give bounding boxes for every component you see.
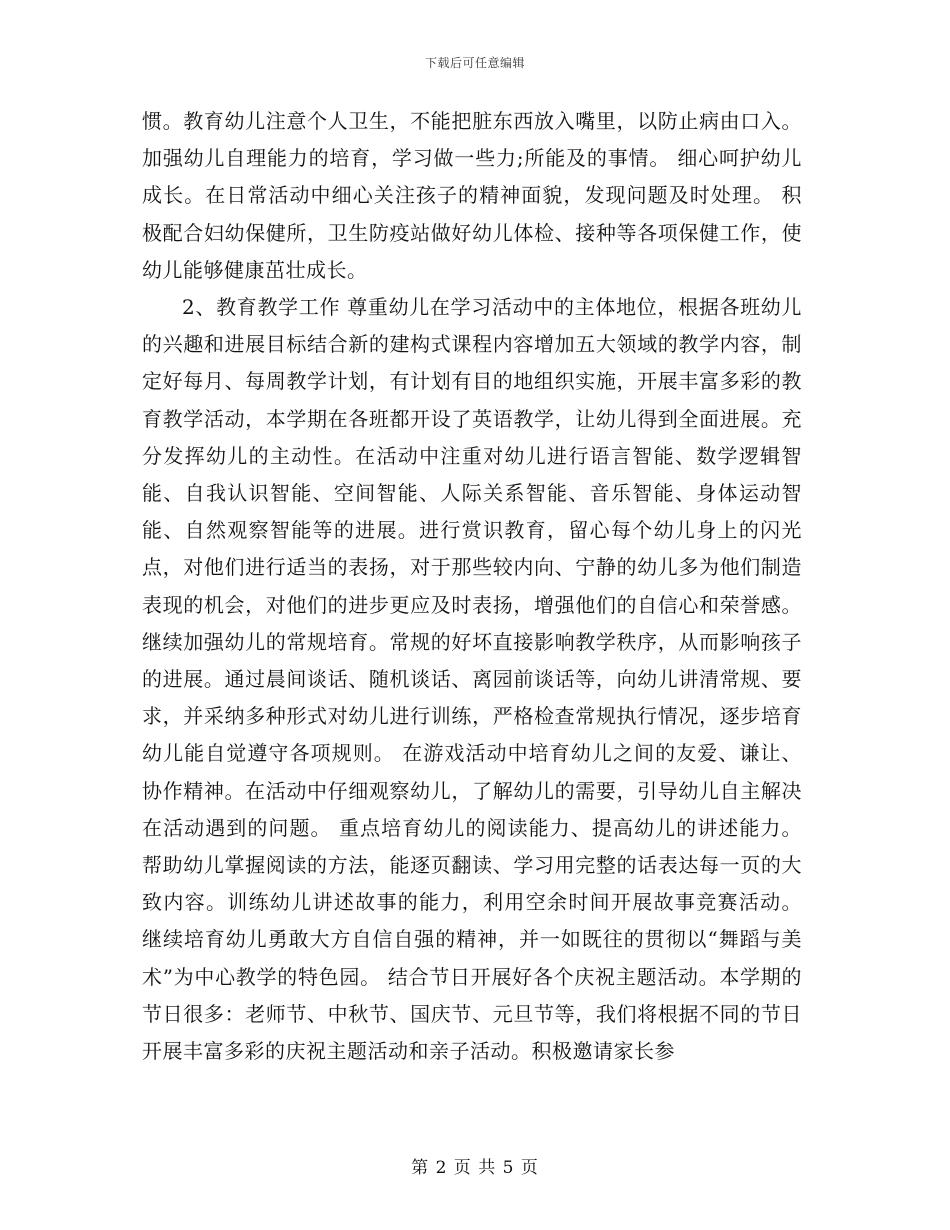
document-body	[142, 103, 802, 1070]
paragraph-hygiene: 惯。教育幼儿注意个人卫生，不能把脏东西放入嘴里，以防止病由口入。加强幼儿自理能力的培育，学习做一些力;所能及的事情。 细心呵护幼儿成长。在日常活动中细心关注孩子的精神面貌，发现问题及时处理。 积极配合妇幼保健所，卫生防疫站做好幼儿体检、接种等各项保健工作，使幼儿能够健康茁壮成长。	[142, 109, 802, 282]
paragraph-teaching-work: 2、教育教学工作 尊重幼儿在学习活动中的主体地位，根据各班幼儿的兴趣和进展目标结合新的建构式课程内容增加五大领域的教学内容，制定好每月、每周教学计划，有计划有目的地组织实施，开展丰富多彩的教育教学活动，本学期在各班都开设了英语教学，让幼儿得到全面进展。充分发挥幼儿的主动性。在活动中注重对幼儿进行语言智能、数学逻辑智能、自我认识智能、空间智能、人际关系智能、音乐智能、身体运动智能、自然观察智能等的进展。进行赏识教育，留心每个幼儿身上的闪光点，对他们进行适当的表扬，对于那些较内向、宁静的幼儿多为他们制造表现的机会，对他们的进步更应及时表扬，增强他们的自信心和荣誉感。继续加强幼儿的常规培育。常规的好坏直接影响教学秩序，从而影响孩子的进展。通过晨间谈话、随机谈话、离园前谈话等，向幼儿讲清常规、要求，并采纳多种形式对幼儿进行训练，严格检查常规执行情况，逐步培育幼儿能自觉遵守各项规则。 在游戏活动中培育幼儿之间的友爱、谦让、协作精神。在活动中仔细观察幼儿，了解幼儿的需要，引导幼儿自主解决在活动遇到的问题。 重点培育幼儿的阅读能力、提高幼儿的讲述能力。帮助幼儿掌握阅读的方法，能逐页翻读、学习用完整的话表达每一页的大致内容。训练幼儿讲述故事的能力，利用空余时间开展故事竞赛活动。 继续培育幼儿勇敢大方自信自强的精神，并一如既往的贯彻以“舞蹈与美术”为中心教学的特色园。 结合节日开展好各个庆祝主题活动。本学期的节日很多：老师节、中秋节、国庆节、元旦节等，我们将根据不同的节日开展丰富多彩的庆祝主题活动和亲子活动。积极邀请家长参	[142, 295, 802, 1064]
page-header: 下载后可任意编辑	[424, 56, 525, 70]
page-number-footer: 第 2 页 共 5 页	[411, 1158, 539, 1178]
